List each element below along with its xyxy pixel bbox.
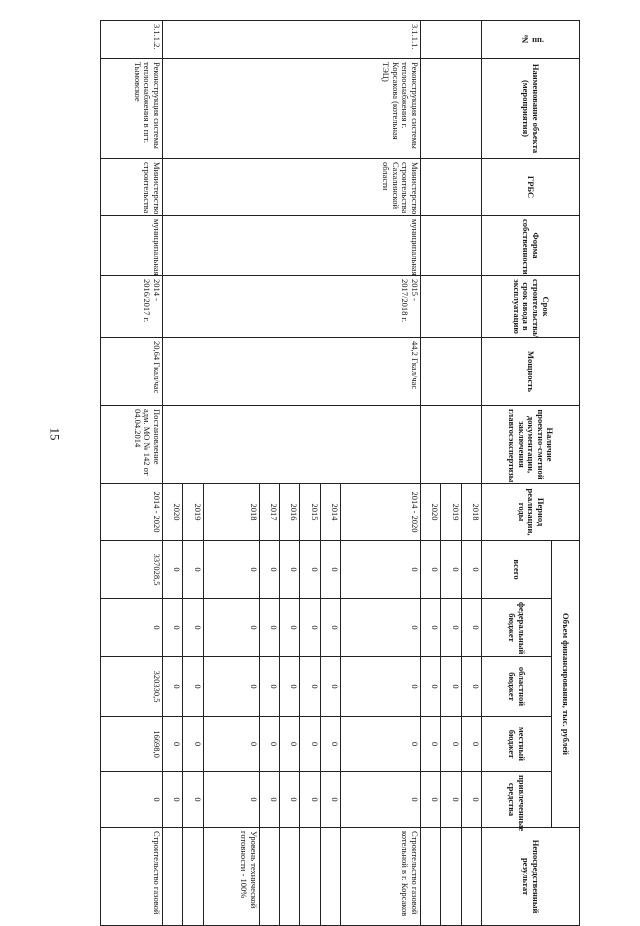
total-cell: 0	[280, 541, 300, 599]
local-cell: 0	[341, 717, 421, 772]
col-header-grbs: ГРБС	[482, 159, 580, 216]
col-header-total: всего	[482, 541, 552, 599]
total-cell: 0	[421, 541, 441, 599]
extra-cell: 0	[280, 772, 300, 828]
federal-cell: 0	[280, 599, 300, 657]
total-cell: 0	[441, 541, 461, 599]
period-cell: 2020	[163, 484, 183, 541]
period-cell: 2015	[300, 484, 320, 541]
local-cell: 16698,0	[101, 717, 163, 772]
object-deadline: 2014 - 2016/2017 г.	[101, 276, 163, 338]
regional-cell: 0	[461, 657, 481, 717]
total-cell: 0	[300, 541, 320, 599]
col-header-deadline: Срок строительства/срок ввода в эксплуатацию	[482, 276, 580, 338]
result-cell: Уровень технической готовности - 100%	[203, 828, 259, 926]
financing-table	[100, 20, 580, 926]
extra-cell: 0	[461, 772, 481, 828]
regional-cell: 0	[163, 657, 183, 717]
extra-cell: 0	[341, 772, 421, 828]
object-ownership: муниципальная	[163, 216, 421, 276]
local-cell: 0	[461, 717, 481, 772]
page-number: 15	[47, 427, 63, 441]
table-cell	[421, 21, 482, 59]
period-cell: 2016	[280, 484, 300, 541]
period-cell: 2018	[461, 484, 481, 541]
period-cell: 2017	[259, 484, 279, 541]
local-cell: 0	[183, 717, 203, 772]
object-name: Реконструкция системы теплоснабжения в пгт. Тымовское	[101, 59, 163, 159]
table-row	[461, 21, 481, 926]
col-header-regional: областной бюджет	[482, 657, 552, 717]
local-cell: 0	[300, 717, 320, 772]
local-cell: 0	[259, 717, 279, 772]
regional-cell: 0	[341, 657, 421, 717]
col-header-capacity: Мощность	[482, 338, 580, 406]
federal-cell: 0	[259, 599, 279, 657]
object-ownership: муниципальная	[101, 216, 163, 276]
local-cell: 0	[421, 717, 441, 772]
object-name: Реконструкция системы теплоснабжения г. Корсакова (котельная ТЭЦ)	[163, 59, 421, 159]
table-cell	[461, 828, 481, 926]
table-cell	[421, 406, 482, 484]
table-cell	[300, 828, 320, 926]
table-row	[101, 21, 163, 926]
local-cell: 0	[441, 717, 461, 772]
total-cell: 0	[320, 541, 340, 599]
col-header-ownership: Форма собственности	[482, 216, 580, 276]
federal-cell: 0	[183, 599, 203, 657]
table-cell	[163, 828, 183, 926]
extra-cell: 0	[441, 772, 461, 828]
col-header-extra: привлеченные средства	[482, 772, 552, 828]
regional-cell: 0	[300, 657, 320, 717]
extra-cell: 0	[163, 772, 183, 828]
col-header-result: Непосредственный результат	[482, 828, 580, 926]
col-header-funding: Объем финансирования, тыс. рублей	[552, 541, 580, 828]
regional-cell: 0	[203, 657, 259, 717]
total-cell: 0	[259, 541, 279, 599]
federal-cell: 0	[300, 599, 320, 657]
sheet	[100, 20, 580, 917]
table-cell	[280, 828, 300, 926]
col-header-num: № пп.	[482, 21, 580, 59]
extra-cell: 0	[183, 772, 203, 828]
regional-cell: 320330,5	[101, 657, 163, 717]
regional-cell: 0	[441, 657, 461, 717]
local-cell: 0	[320, 717, 340, 772]
total-cell: 0	[461, 541, 481, 599]
object-docs: Постановление адм. МО № 142 от 04.04.2014	[101, 406, 163, 484]
regional-cell: 0	[183, 657, 203, 717]
federal-cell: 0	[203, 599, 259, 657]
object-number: 3.1.1.1.	[163, 21, 421, 59]
regional-cell: 0	[259, 657, 279, 717]
table-row	[341, 21, 421, 926]
period-cell: 2018	[203, 484, 259, 541]
period-cell: 2020	[421, 484, 441, 541]
local-cell: 0	[203, 717, 259, 772]
regional-cell: 0	[280, 657, 300, 717]
period-cell: 2019	[183, 484, 203, 541]
local-cell: 0	[163, 717, 183, 772]
extra-cell: 0	[203, 772, 259, 828]
period-cell: 2014	[320, 484, 340, 541]
extra-cell: 0	[421, 772, 441, 828]
object-deadline: 2015 - 2017/2018 г.	[163, 276, 421, 338]
object-number: 3.1.1.2.	[101, 21, 163, 59]
federal-cell: 0	[421, 599, 441, 657]
object-grbs: Министерство строительства Сахалинской области	[163, 159, 421, 216]
col-header-period: Период реализации, годы	[482, 484, 580, 541]
period-cell: 2014 - 2020	[341, 484, 421, 541]
period-cell: 2019	[441, 484, 461, 541]
federal-cell: 0	[461, 599, 481, 657]
table-cell	[259, 828, 279, 926]
table-cell	[421, 276, 482, 338]
object-capacity: 44,2 Гкал/час	[163, 338, 421, 406]
table-cell	[421, 828, 441, 926]
table-cell	[421, 338, 482, 406]
object-grbs: Министерство строительства	[101, 159, 163, 216]
object-capacity: 20,64 Гкал/час	[101, 338, 163, 406]
total-cell: 0	[341, 541, 421, 599]
federal-cell: 0	[320, 599, 340, 657]
result-cell: Строительство газовой	[101, 828, 163, 926]
result-cell: Строительство газовой котельной в г. Корсаков	[341, 828, 421, 926]
table-cell	[441, 828, 461, 926]
table-cell	[421, 216, 482, 276]
period-cell: 2014 - 2020	[101, 484, 163, 541]
table-cell	[421, 59, 482, 159]
regional-cell: 0	[421, 657, 441, 717]
total-cell: 0	[203, 541, 259, 599]
col-header-name: Наименование объекта (мероприятия)	[482, 59, 580, 159]
col-header-docs: Наличие проектно-сметной документации, заключения главгосэкспертизы	[482, 406, 580, 484]
federal-cell: 0	[341, 599, 421, 657]
col-header-local: местный бюджет	[482, 717, 552, 772]
regional-cell: 0	[320, 657, 340, 717]
table-cell	[183, 828, 203, 926]
total-cell: 0	[183, 541, 203, 599]
federal-cell: 0	[101, 599, 163, 657]
extra-cell: 0	[101, 772, 163, 828]
table-cell	[421, 159, 482, 216]
extra-cell: 0	[320, 772, 340, 828]
table-cell	[320, 828, 340, 926]
federal-cell: 0	[163, 599, 183, 657]
object-docs	[163, 406, 421, 484]
rotated-page	[100, 20, 580, 917]
total-cell: 0	[163, 541, 183, 599]
federal-cell: 0	[441, 599, 461, 657]
total-cell: 337028,5	[101, 541, 163, 599]
extra-cell: 0	[300, 772, 320, 828]
local-cell: 0	[280, 717, 300, 772]
col-header-federal: федеральный бюджет	[482, 599, 552, 657]
extra-cell: 0	[259, 772, 279, 828]
